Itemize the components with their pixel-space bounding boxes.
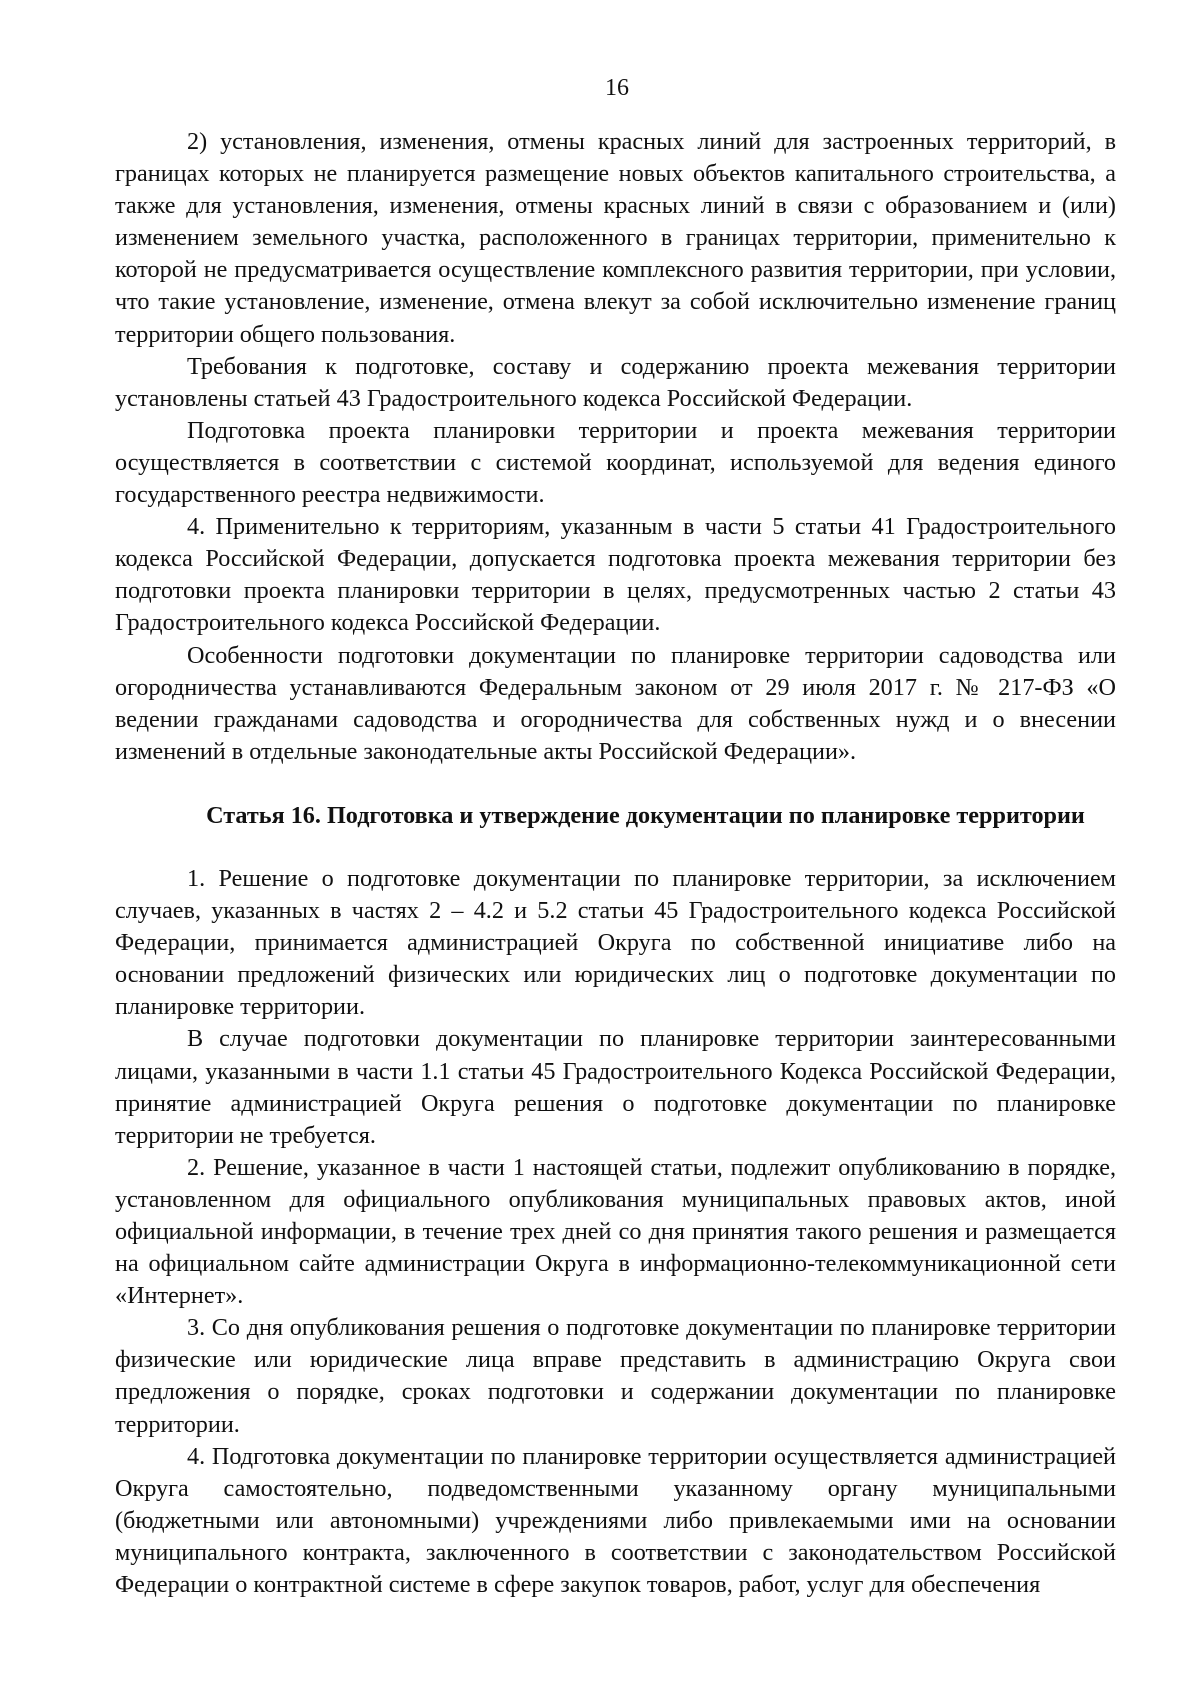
article-heading: Статья 16. Подготовка и утверждение документации по планировке территории (206, 801, 1085, 829)
paragraph: 4. Применительно к территориям, указанным в части 5 статьи 41 Градостроительного кодекса Российской Федерации, допускается подготовка проекта межевания территории без подготовки проекта планировки территории в целях, предусмотренных частью 2 статьи 43 Градостроительного кодекса Российской Федерации. (115, 513, 1116, 637)
paragraph: 4. Подготовка документации по планировке территории осуществляется администрацией Округа самостоятельно, подведомственными указанному органу муниципальными (бюджетными или автономными) учреждениями либо привлекаемыми ими на основании муниципального контракта, заключенного в соответствии с законодательством Российской Федерации о контрактной системе в сфере закупок товаров, работ, услуг для обеспечения (115, 1442, 1116, 1599)
document-body (115, 126, 1116, 1601)
paragraph: В случае подготовки документации по планировке территории заинтересованными лицами, указанными в части 1.1 статьи 45 Градостроительного Кодекса Российской Федерации, принятие администрацией Округа решения о подготовке документации по планировке территории не требуется. (115, 1025, 1116, 1149)
paragraph: 3. Со дня опубликования решения о подготовке документации по планировке территории физические или юридические лица вправе представить в администрацию Округа свои предложения о порядке, сроках подготовки и содержании документации по планировке территории. (115, 1314, 1116, 1438)
paragraph: Особенности подготовки документации по планировке территории садоводства или огородничества устанавливаются Федеральным законом от 29 июля 2017 г. № 217-ФЗ «О ведении гражданами садоводства и огородничества для собственных нужд и о внесении изменений в отдельные законодательные акты Российской Федерации». (115, 641, 1116, 765)
paragraph: 2. Решение, указанное в части 1 настоящей статьи, подлежит опубликованию в порядке, установленном для официального опубликования муниципальных правовых актов, иной официальной информации, в течение трех дней со дня принятия такого решения и размещается на официальном сайте администрации Округа в информационно-телекоммуникационной сети «Интернет». (115, 1153, 1116, 1310)
paragraph: Требования к подготовке, составу и содержанию проекта межевания территории установлены статьей 43 Градостроительного кодекса Российской Федерации. (115, 352, 1116, 412)
page-number: 16 (605, 75, 629, 101)
paragraph: 2) установления, изменения, отмены красных линий для застроенных территорий, в границах которых не планируется размещение новых объектов капитального строительства, а также для установления, изменения, отмены красных линий в связи с образованием и (или) изменением земельного участка, расположенного в границах территории, применительно к которой не предусматривается осуществление комплексного развития территории, при условии, что такие установление, изменение, отмена влекут за собой исключительно изменение границ территории общего пользования. (115, 128, 1116, 348)
paragraph: 1. Решение о подготовке документации по планировке территории, за исключением случаев, указанных в частях 2 – 4.2 и 5.2 статьи 45 Градостроительного кодекса Российской Федерации, принимается администрацией Округа по собственной инициативе либо на основании предложений физических или юридических лиц о подготовке документации по планировке территории. (115, 864, 1116, 1021)
paragraph: Подготовка проекта планировки территории и проекта межевания территории осуществляется в соответствии с системой координат, используемой для ведения единого государственного реестра недвижимости. (115, 416, 1116, 509)
